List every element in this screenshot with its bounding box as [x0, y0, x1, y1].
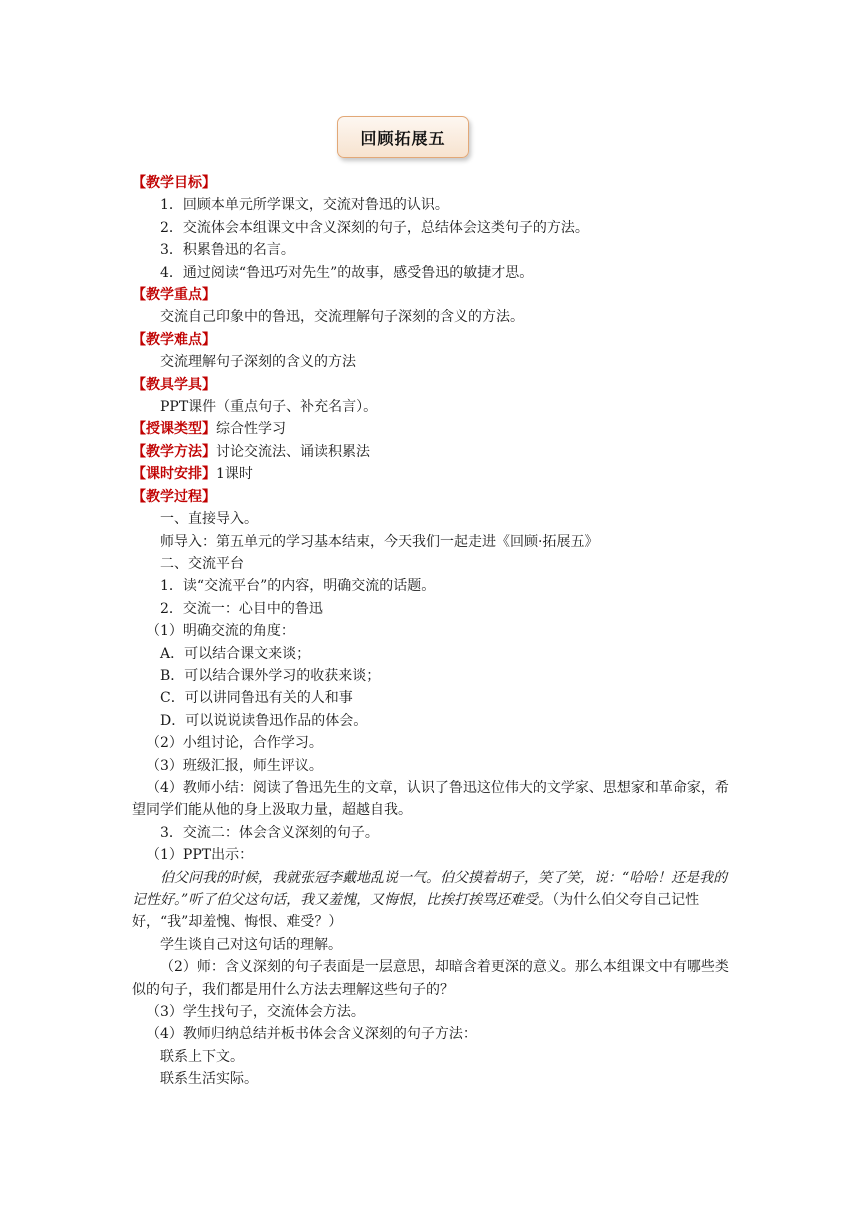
- goal-item: 2．交流体会本组课文中含义深刻的句子，总结体会这类句子的方法。: [160, 219, 589, 236]
- difficulty-heading: 【教学难点】: [132, 331, 216, 348]
- process-line: C．可以讲同鲁迅有关的人和事: [160, 690, 353, 707]
- lesson-type-row: [132, 418, 732, 440]
- quoted-question: （为什么伯父夸自己记性好，“我”却羞愧、悔恨、难受？）: [132, 892, 700, 931]
- difficulty-text: 交流理解句子深刻的含义的方法: [160, 354, 356, 371]
- goal-item: 4．通过阅读“鲁迅巧对先生”的故事，感受鲁迅的敏捷才思。: [160, 264, 534, 281]
- process-paragraph: （4）教师小结：阅读了鲁迅先生的文章，认识了鲁迅这位伟大的文学家、思想家和革命家，希望同学们能从他的身上汲取力量，超越自我。: [132, 779, 729, 819]
- quoted-passage: [132, 867, 732, 934]
- tools-text: PPT课件（重点句子、补充名言）。: [160, 399, 378, 416]
- process-line: 1．读“交流平台”的内容，明确交流的话题。: [160, 578, 436, 595]
- key-points-text: 交流自己印象中的鲁迅，交流理解句子深刻的含义的方法。: [160, 309, 524, 326]
- goals-heading: 【教学目标】: [132, 175, 216, 191]
- process-line: B．可以结合课外学习的收获来谈；: [160, 667, 381, 684]
- goal-item: 1．回顾本单元所学课文，交流对鲁迅的认识。: [160, 197, 449, 214]
- lesson-type-heading: 【授课类型】: [132, 421, 216, 438]
- method-text: 讨论交流法、诵读积累法: [216, 443, 370, 460]
- process-line: （3）学生找句子，交流体会方法。: [146, 1004, 365, 1021]
- process-line: （2）小组讨论，合作学习。: [146, 735, 323, 752]
- method-heading: 【教学方法】: [132, 443, 216, 460]
- process-heading: 【教学过程】: [132, 488, 216, 505]
- process-line: （1）PPT出示：: [146, 847, 254, 864]
- schedule-heading: 【课时安排】: [132, 466, 216, 483]
- key-points-heading: 【教学重点】: [132, 287, 216, 304]
- process-line: 联系上下文。: [160, 1048, 244, 1065]
- process-line: 师导入：第五单元的学习基本结束，今天我们一起走进《回顾·拓展五》: [160, 533, 599, 550]
- process-line: A．可以结合课文来谈；: [160, 645, 311, 662]
- process-line: 一、直接导入。: [160, 511, 258, 528]
- process-line: 二、交流平台: [160, 555, 244, 572]
- quoted-text: 伯父问我的时候，我就张冠李戴地乱说一气。伯父摸着胡子，笑了笑，说：“哈哈！还是我的记性好。”听了伯父这句话，我又羞愧，又悔恨，比挨打挨骂还难受。: [132, 869, 728, 908]
- lesson-plan-body: [132, 172, 732, 1091]
- process-line: 联系生活实际。: [160, 1071, 258, 1088]
- process-paragraph: （2）师：含义深刻的句子表面是一层意思，却暗含着更深的意义。那么本组课文中有哪些类似的句子，我们都是用什么方法去理解这些句子的？: [132, 959, 729, 998]
- process-line: 2．交流一：心目中的鲁迅: [160, 600, 323, 617]
- tools-heading: 【教具学具】: [132, 376, 216, 393]
- process-line: （4）教师归纳总结并板书体会含义深刻的句子方法：: [146, 1026, 477, 1043]
- process-line: D．可以说说读鲁迅作品的体会。: [160, 712, 368, 729]
- process-line: 学生谈自己对这句话的理解。: [160, 936, 342, 953]
- process-line: （3）班级汇报，师生评议。: [146, 757, 323, 774]
- schedule-row: [132, 463, 732, 485]
- lesson-type-text: 综合性学习: [216, 421, 286, 438]
- process-line: （1）明确交流的角度：: [146, 623, 295, 640]
- goal-item: 3．积累鲁迅的名言。: [160, 242, 295, 259]
- document-title: 回顾拓展五: [360, 128, 446, 148]
- process-line: 3．交流二：体会含义深刻的句子。: [160, 824, 379, 841]
- title-box: [337, 116, 469, 158]
- method-row: [132, 441, 732, 463]
- schedule-text: 1课时: [216, 466, 253, 483]
